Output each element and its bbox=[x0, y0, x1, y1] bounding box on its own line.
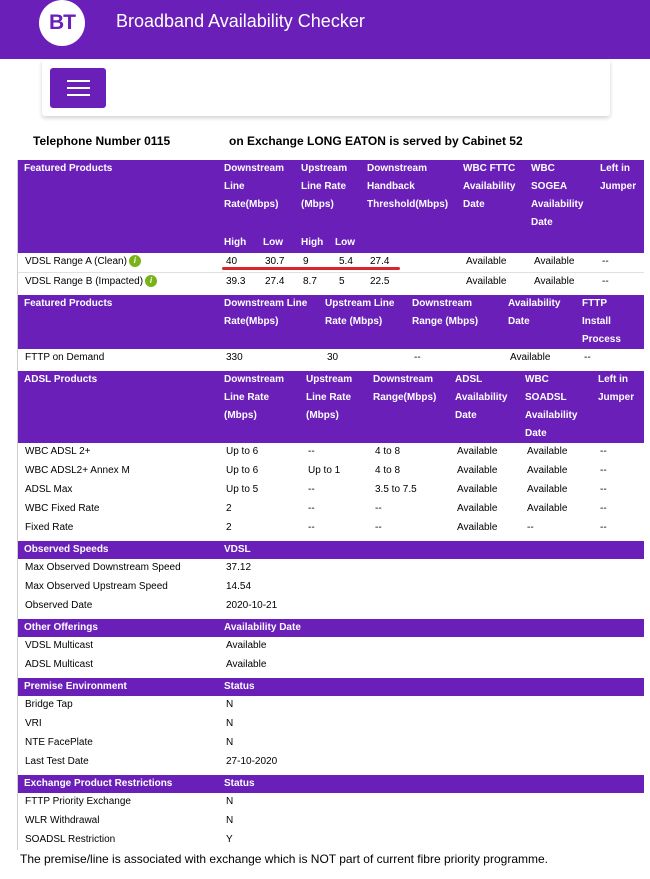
table-row bbox=[18, 696, 644, 715]
header-featured-products: Featured Products bbox=[24, 163, 113, 174]
adsl-availability: Available bbox=[457, 484, 498, 495]
header-exchange-restrictions: Exchange Product Restrictions bbox=[24, 778, 173, 789]
row-value: Y bbox=[226, 834, 233, 845]
install-process: -- bbox=[584, 352, 591, 363]
adsl-availability: Available bbox=[457, 465, 498, 476]
ds-high: 40 bbox=[226, 256, 238, 267]
product-name bbox=[25, 273, 157, 291]
product-label: VDSL Range A (Clean) bbox=[25, 256, 127, 267]
header-wbc-sogea-date: WBC SOGEA Availability Date bbox=[531, 163, 584, 228]
table-header bbox=[18, 295, 644, 349]
fttc-availability: Available bbox=[466, 256, 507, 267]
table-header bbox=[18, 160, 644, 253]
header-downstream-line-rate: Downstream Line Rate (Mbps) bbox=[224, 374, 285, 421]
table-row bbox=[18, 500, 644, 519]
adsl-rows bbox=[18, 443, 644, 538]
downstream: 330 bbox=[226, 352, 243, 363]
row-value: N bbox=[226, 718, 234, 729]
downstream: 2 bbox=[226, 522, 232, 533]
downstream-range: 4 to 8 bbox=[375, 446, 401, 457]
table-row bbox=[18, 793, 644, 812]
table-row bbox=[18, 481, 644, 500]
header-left-in-jumper: Left in Jumper bbox=[600, 163, 637, 192]
exchange-info: on Exchange LONG EATON is served by Cabinet 52 bbox=[229, 134, 523, 148]
us-high: 9 bbox=[303, 256, 309, 267]
left-in-jumper: -- bbox=[600, 522, 607, 533]
header-left-in-jumper: Left in Jumper bbox=[598, 374, 635, 403]
soadsl-availability: Available bbox=[527, 465, 568, 476]
row-value: N bbox=[226, 796, 234, 807]
upstream: Up to 1 bbox=[308, 465, 341, 476]
table-header bbox=[18, 371, 644, 443]
table-header bbox=[18, 619, 644, 637]
downstream-range: 3.5 to 7.5 bbox=[375, 484, 417, 495]
header-upstream-line-rate: Upstream Line Rate (Mbps) bbox=[301, 163, 348, 210]
other-offerings-table bbox=[18, 619, 644, 675]
row-value: Available bbox=[226, 659, 267, 670]
table-row bbox=[18, 462, 644, 481]
sogea-availability: Available bbox=[534, 256, 575, 267]
row-label: FTTP Priority Exchange bbox=[25, 796, 131, 807]
table-row bbox=[18, 349, 644, 368]
header-status: Status bbox=[224, 681, 255, 692]
header-downstream-line-rate: Downstream Line Rate(Mbps) bbox=[224, 163, 285, 210]
app-title: Broadband Availability Checker bbox=[116, 11, 365, 31]
nav-card bbox=[42, 60, 610, 116]
table-row bbox=[18, 273, 644, 292]
header-ds-high: High bbox=[224, 237, 247, 248]
header-us-high: High bbox=[301, 237, 324, 248]
row-value: N bbox=[226, 699, 234, 710]
table-row bbox=[18, 559, 644, 578]
header-handback-threshold: Downstream Handback Threshold(Mbps) bbox=[367, 163, 449, 210]
header-downstream-line-rate: Downstream Line Rate(Mbps) bbox=[224, 298, 308, 327]
product-label: VDSL Range B (Impacted) bbox=[25, 276, 144, 287]
table-row bbox=[18, 637, 644, 656]
exchange-restrictions-table bbox=[18, 775, 644, 850]
downstream: Up to 6 bbox=[226, 465, 259, 476]
fttp-table bbox=[18, 295, 644, 368]
row-value: Available bbox=[226, 640, 267, 651]
header-ds-low: Low bbox=[263, 237, 283, 248]
downstream-range: 4 to 8 bbox=[375, 465, 401, 476]
downstream-range: -- bbox=[375, 522, 382, 533]
table-row bbox=[18, 753, 644, 772]
soadsl-availability: Available bbox=[527, 446, 568, 457]
table-row bbox=[18, 656, 644, 675]
row-label: ADSL Multicast bbox=[25, 659, 93, 670]
header-us-low: Low bbox=[335, 237, 355, 248]
table-row bbox=[18, 253, 644, 273]
row-label: VDSL Multicast bbox=[25, 640, 93, 651]
row-value: 37.12 bbox=[226, 562, 252, 573]
header-availability-date: Availability Date bbox=[224, 622, 301, 633]
table-row bbox=[18, 519, 644, 538]
info-icon[interactable]: i bbox=[129, 255, 141, 267]
product-name: WBC Fixed Rate bbox=[25, 503, 100, 514]
row-label: Max Observed Downstream Speed bbox=[25, 562, 181, 573]
header-other-offerings: Other Offerings bbox=[24, 622, 98, 633]
handback-threshold: 27.4 bbox=[370, 256, 390, 267]
table-header bbox=[18, 541, 644, 559]
us-high: 8.7 bbox=[303, 276, 317, 287]
adsl-table bbox=[18, 371, 644, 538]
row-label: NTE FacePlate bbox=[25, 737, 93, 748]
top-bar bbox=[0, 0, 650, 59]
left-in-jumper: -- bbox=[600, 484, 607, 495]
telephone-number: Telephone Number 0115 bbox=[33, 134, 171, 148]
row-value: N bbox=[226, 737, 234, 748]
header-upstream-line-rate: Upstream Line Rate (Mbps) bbox=[306, 374, 353, 421]
featured-products-table bbox=[18, 160, 644, 292]
left-in-jumper: -- bbox=[602, 256, 609, 267]
row-label: Last Test Date bbox=[25, 756, 89, 767]
upstream: -- bbox=[308, 484, 315, 495]
adsl-availability: Available bbox=[457, 503, 498, 514]
row-label: WLR Withdrawal bbox=[25, 815, 100, 826]
adsl-availability: Available bbox=[457, 522, 498, 533]
header-premise-environment: Premise Environment bbox=[24, 681, 127, 692]
premise-environment-table bbox=[18, 678, 644, 772]
hamburger-menu-icon[interactable] bbox=[50, 68, 106, 108]
table-row bbox=[18, 715, 644, 734]
bt-logo[interactable]: BT bbox=[39, 0, 85, 46]
soadsl-availability: Available bbox=[527, 503, 568, 514]
row-label: VRI bbox=[25, 718, 42, 729]
left-in-jumper: -- bbox=[602, 276, 609, 287]
soadsl-availability: Available bbox=[527, 484, 568, 495]
downstream-range: -- bbox=[375, 503, 382, 514]
table-row bbox=[18, 578, 644, 597]
info-icon[interactable]: i bbox=[145, 275, 157, 287]
table-row bbox=[18, 831, 644, 850]
soadsl-availability: -- bbox=[527, 522, 534, 533]
us-low: 5.4 bbox=[339, 256, 353, 267]
row-label: Bridge Tap bbox=[25, 699, 73, 710]
table-row bbox=[18, 443, 644, 462]
ds-low: 27.4 bbox=[265, 276, 285, 287]
product-name bbox=[25, 253, 141, 271]
header-fttp-install-process: FTTP Install Process bbox=[582, 298, 621, 345]
upstream: 30 bbox=[327, 352, 339, 363]
ds-low: 30.7 bbox=[265, 256, 285, 267]
header-upstream-line-rate: Upstream Line Rate (Mbps) bbox=[325, 298, 395, 327]
left-in-jumper: -- bbox=[600, 503, 607, 514]
table-row bbox=[18, 597, 644, 616]
row-label: SOADSL Restriction bbox=[25, 834, 116, 845]
upstream: -- bbox=[308, 503, 315, 514]
header-status: Status bbox=[224, 778, 255, 789]
row-value: 27-10-2020 bbox=[226, 756, 278, 767]
upstream: -- bbox=[308, 522, 315, 533]
product-name: Fixed Rate bbox=[25, 522, 74, 533]
sogea-availability: Available bbox=[534, 276, 575, 287]
left-in-jumper: -- bbox=[600, 465, 607, 476]
row-value: N bbox=[226, 815, 234, 826]
header-featured-products: Featured Products bbox=[24, 298, 113, 309]
product-name: ADSL Max bbox=[25, 484, 73, 495]
ds-high: 39.3 bbox=[226, 276, 246, 287]
row-label: Max Observed Upstream Speed bbox=[25, 581, 168, 592]
table-row bbox=[18, 734, 644, 753]
availability: Available bbox=[510, 352, 551, 363]
header-wbc-fttc-date: WBC FTTC Availability Date bbox=[463, 163, 516, 210]
handback-threshold: 22.5 bbox=[370, 276, 390, 287]
row-value: 2020-10-21 bbox=[226, 600, 278, 611]
table-header bbox=[18, 775, 644, 793]
downstream: Up to 6 bbox=[226, 446, 259, 457]
us-low: 5 bbox=[339, 276, 345, 287]
header-downstream-range: Downstream Range (Mbps) bbox=[412, 298, 479, 327]
downstream: Up to 5 bbox=[226, 484, 259, 495]
observed-speeds-table bbox=[18, 541, 644, 616]
header-adsl-availability: ADSL Availability Date bbox=[455, 374, 508, 421]
adsl-availability: Available bbox=[457, 446, 498, 457]
left-in-jumper: -- bbox=[600, 446, 607, 457]
downstream: 2 bbox=[226, 503, 232, 514]
upstream: -- bbox=[308, 446, 315, 457]
product-name: FTTP on Demand bbox=[25, 352, 105, 363]
header-observed-speeds: Observed Speeds bbox=[24, 544, 109, 555]
header-availability-date: Availability Date bbox=[508, 298, 561, 327]
header-downstream-range: Downstream Range(Mbps) bbox=[373, 374, 437, 403]
header-adsl-products: ADSL Products bbox=[24, 374, 98, 385]
product-name: WBC ADSL 2+ bbox=[25, 446, 91, 457]
header-vdsl: VDSL bbox=[224, 544, 251, 555]
downstream-range: -- bbox=[414, 352, 421, 363]
table-row bbox=[18, 812, 644, 831]
table-header bbox=[18, 678, 644, 696]
product-name: WBC ADSL2+ Annex M bbox=[25, 465, 130, 476]
row-label: Observed Date bbox=[25, 600, 93, 611]
fttc-availability: Available bbox=[466, 276, 507, 287]
header-soadsl-availability: WBC SOADSL Availability Date bbox=[525, 374, 578, 439]
footnote: The premise/line is associated with exchange which is NOT part of current fibre priority programme. bbox=[20, 852, 548, 866]
red-underline-highlight bbox=[222, 267, 400, 270]
row-value: 14.54 bbox=[226, 581, 252, 592]
